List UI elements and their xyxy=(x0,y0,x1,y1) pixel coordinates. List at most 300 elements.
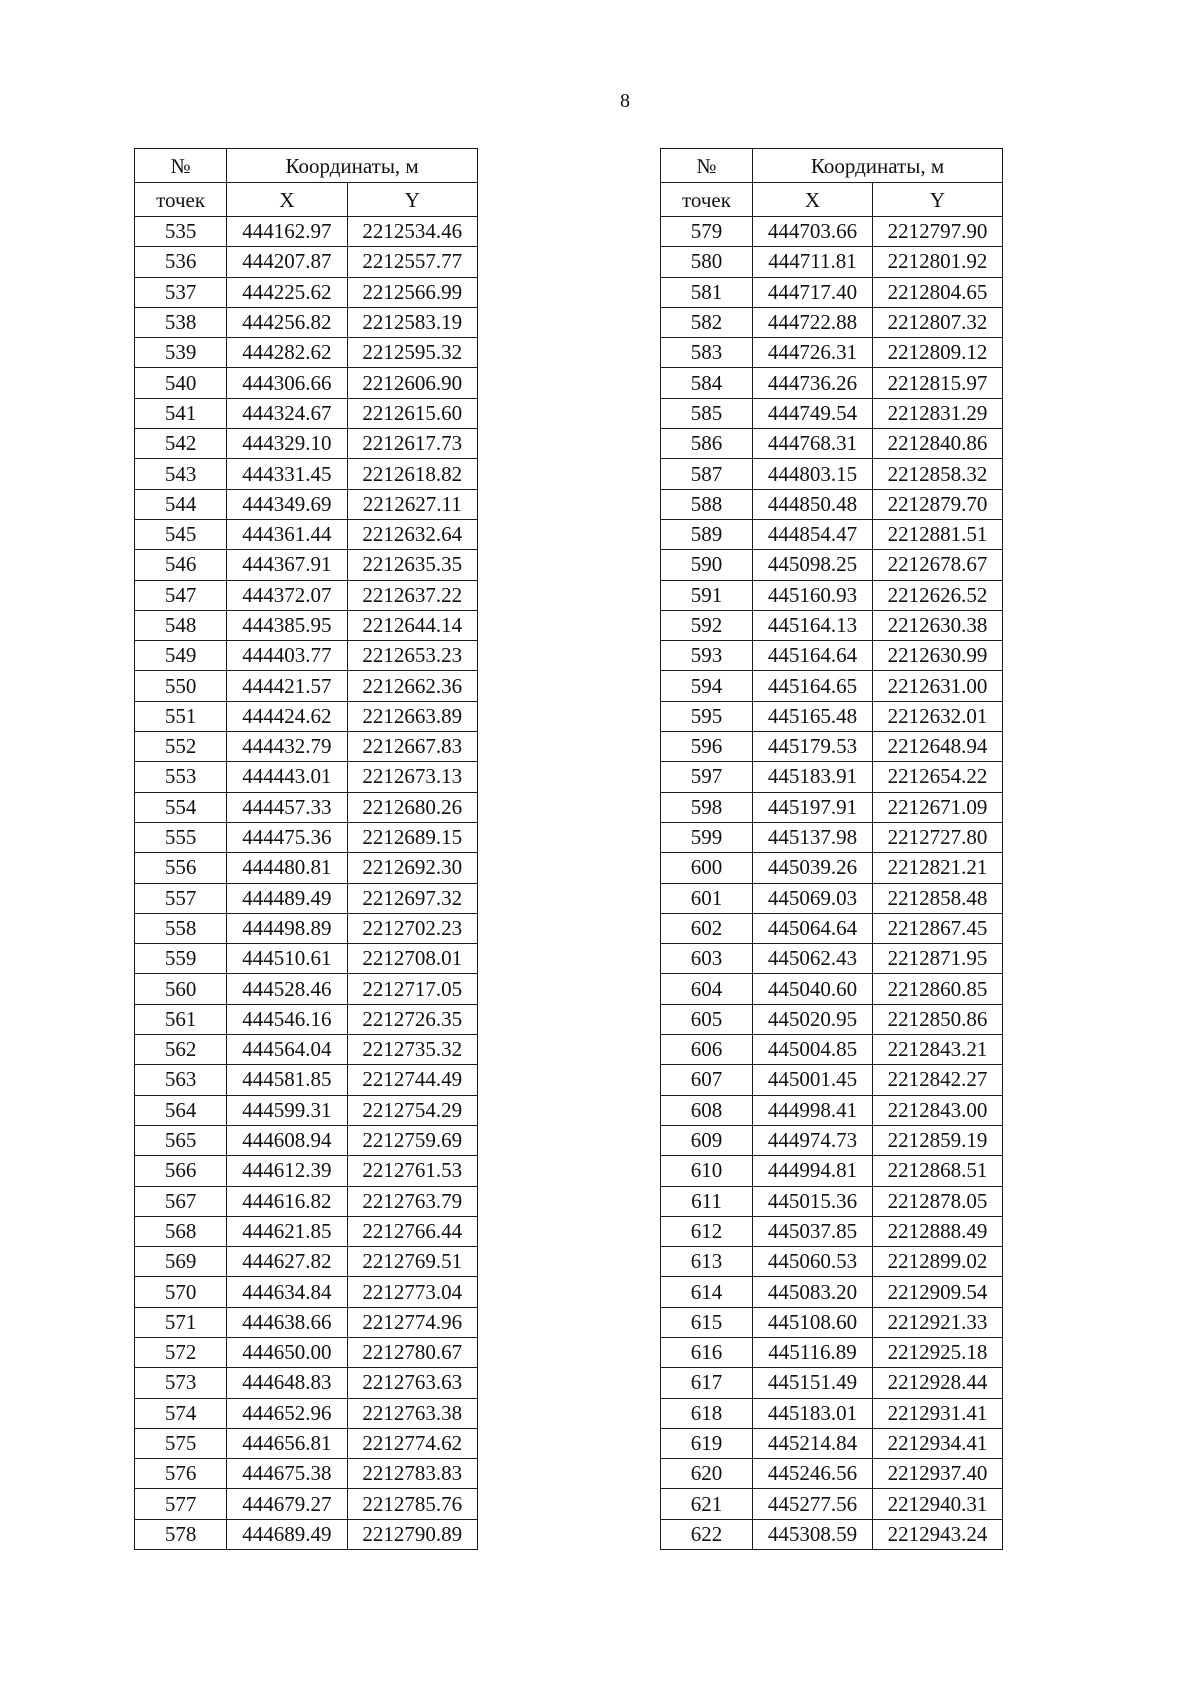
y-coordinate-cell: 2212909.54 xyxy=(873,1277,1003,1307)
point-number-cell: 565 xyxy=(135,1125,227,1155)
x-coordinate-cell: 445164.64 xyxy=(753,641,873,671)
y-coordinate-cell: 2212867.45 xyxy=(873,913,1003,943)
x-coordinate-cell: 444726.31 xyxy=(753,338,873,368)
x-coordinate-cell: 444803.15 xyxy=(753,459,873,489)
x-coordinate-cell: 445020.95 xyxy=(753,1004,873,1034)
point-number-cell: 594 xyxy=(661,671,753,701)
table-row xyxy=(661,1428,1003,1458)
table-row xyxy=(661,580,1003,610)
points-label: точек xyxy=(661,183,753,217)
point-number-cell: 604 xyxy=(661,974,753,1004)
y-coordinate-cell: 2212925.18 xyxy=(873,1337,1003,1367)
point-number-header xyxy=(135,149,227,183)
table-row xyxy=(135,610,478,640)
point-number-cell: 564 xyxy=(135,1095,227,1125)
x-coordinate-cell: 444717.40 xyxy=(753,277,873,307)
table-row xyxy=(135,974,478,1004)
x-coordinate-cell: 444749.54 xyxy=(753,398,873,428)
table-row xyxy=(661,822,1003,852)
y-coordinate-cell: 2212632.64 xyxy=(347,519,477,549)
y-coordinate-cell: 2212671.09 xyxy=(873,792,1003,822)
y-coordinate-cell: 2212899.02 xyxy=(873,1247,1003,1277)
table-row xyxy=(135,550,478,580)
table-row xyxy=(135,1489,478,1519)
table-row xyxy=(661,1186,1003,1216)
point-number-cell: 552 xyxy=(135,732,227,762)
y-coordinate-cell: 2212744.49 xyxy=(347,1065,477,1095)
y-coordinate-cell: 2212637.22 xyxy=(347,580,477,610)
x-coordinate-cell: 444994.81 xyxy=(753,1156,873,1186)
table-row xyxy=(661,641,1003,671)
table-row xyxy=(135,429,478,459)
table-row xyxy=(661,853,1003,883)
y-coordinate-cell: 2212850.86 xyxy=(873,1004,1003,1034)
table-row xyxy=(661,429,1003,459)
y-coordinate-cell: 2212680.26 xyxy=(347,792,477,822)
table-row xyxy=(135,1307,478,1337)
x-coordinate-cell: 445064.64 xyxy=(753,913,873,943)
x-coordinate-cell: 444282.62 xyxy=(227,338,347,368)
point-number-cell: 540 xyxy=(135,368,227,398)
y-coordinate-cell: 2212815.97 xyxy=(873,368,1003,398)
table-row xyxy=(135,1368,478,1398)
point-number-cell: 616 xyxy=(661,1337,753,1367)
point-number-cell: 548 xyxy=(135,610,227,640)
table-row xyxy=(661,307,1003,337)
point-number-cell: 549 xyxy=(135,641,227,671)
table-row xyxy=(661,459,1003,489)
y-coordinate-cell: 2212759.69 xyxy=(347,1125,477,1155)
table-row xyxy=(661,1489,1003,1519)
y-coordinate-cell: 2212860.85 xyxy=(873,974,1003,1004)
y-coordinate-cell: 2212843.21 xyxy=(873,1035,1003,1065)
point-number-cell: 610 xyxy=(661,1156,753,1186)
x-coordinate-cell: 444510.61 xyxy=(227,944,347,974)
y-coordinate-cell: 2212868.51 xyxy=(873,1156,1003,1186)
x-coordinate-cell: 445183.01 xyxy=(753,1398,873,1428)
point-number-cell: 546 xyxy=(135,550,227,580)
x-coordinate-cell: 444656.81 xyxy=(227,1428,347,1458)
point-number-cell: 603 xyxy=(661,944,753,974)
y-coordinate-cell: 2212635.35 xyxy=(347,550,477,580)
point-number-cell: 563 xyxy=(135,1065,227,1095)
y-coordinate-cell: 2212888.49 xyxy=(873,1216,1003,1246)
table-row xyxy=(135,1247,478,1277)
point-number-cell: 608 xyxy=(661,1095,753,1125)
point-number-cell: 592 xyxy=(661,610,753,640)
table-row xyxy=(135,944,478,974)
y-coordinate-cell: 2212858.48 xyxy=(873,883,1003,913)
x-coordinate-cell: 444457.33 xyxy=(227,792,347,822)
table-row xyxy=(135,307,478,337)
point-number-cell: 586 xyxy=(661,429,753,459)
points-label: точек xyxy=(135,183,227,217)
x-coordinate-cell: 444475.36 xyxy=(227,822,347,852)
point-number-cell: 583 xyxy=(661,338,753,368)
x-coordinate-cell: 444581.85 xyxy=(227,1065,347,1095)
point-number-cell: 595 xyxy=(661,701,753,731)
y-coordinate-cell: 2212879.70 xyxy=(873,489,1003,519)
point-number-cell: 570 xyxy=(135,1277,227,1307)
x-coordinate-cell: 445062.43 xyxy=(753,944,873,974)
point-number-cell: 559 xyxy=(135,944,227,974)
x-coordinate-cell: 444998.41 xyxy=(753,1095,873,1125)
point-number-cell: 542 xyxy=(135,429,227,459)
point-number-cell: 597 xyxy=(661,762,753,792)
point-number-cell: 606 xyxy=(661,1035,753,1065)
x-coordinate-cell: 445179.53 xyxy=(753,732,873,762)
y-coordinate-cell: 2212754.29 xyxy=(347,1095,477,1125)
table-row xyxy=(135,1035,478,1065)
y-coordinate-cell: 2212697.32 xyxy=(347,883,477,913)
table-row xyxy=(135,762,478,792)
point-number-cell: 607 xyxy=(661,1065,753,1095)
point-number-cell: 593 xyxy=(661,641,753,671)
y-coordinate-cell: 2212726.35 xyxy=(347,1004,477,1034)
point-number-cell: 620 xyxy=(661,1459,753,1489)
table-row xyxy=(661,217,1003,247)
table-row xyxy=(661,883,1003,913)
y-coordinate-cell: 2212534.46 xyxy=(347,217,477,247)
table-row xyxy=(661,944,1003,974)
y-coordinate-cell: 2212783.83 xyxy=(347,1459,477,1489)
table-row xyxy=(661,519,1003,549)
point-number-cell: 547 xyxy=(135,580,227,610)
point-number-cell: 572 xyxy=(135,1337,227,1367)
y-coordinate-cell: 2212937.40 xyxy=(873,1459,1003,1489)
y-coordinate-cell: 2212774.96 xyxy=(347,1307,477,1337)
y-coordinate-cell: 2212831.29 xyxy=(873,398,1003,428)
table-row xyxy=(135,519,478,549)
x-header: X xyxy=(753,183,873,217)
x-coordinate-cell: 445004.85 xyxy=(753,1035,873,1065)
point-number-cell: 576 xyxy=(135,1459,227,1489)
y-coordinate-cell: 2212763.79 xyxy=(347,1186,477,1216)
x-coordinate-cell: 445164.13 xyxy=(753,610,873,640)
y-coordinate-cell: 2212928.44 xyxy=(873,1368,1003,1398)
point-number-cell: 580 xyxy=(661,247,753,277)
table-row xyxy=(135,732,478,762)
x-coordinate-cell: 444256.82 xyxy=(227,307,347,337)
x-coordinate-cell: 444306.66 xyxy=(227,368,347,398)
point-number-cell: 566 xyxy=(135,1156,227,1186)
table-row xyxy=(661,732,1003,762)
y-coordinate-cell: 2212618.82 xyxy=(347,459,477,489)
point-number-cell: 599 xyxy=(661,822,753,852)
y-coordinate-cell: 2212790.89 xyxy=(347,1519,477,1549)
y-coordinate-cell: 2212761.53 xyxy=(347,1156,477,1186)
x-coordinate-cell: 445069.03 xyxy=(753,883,873,913)
y-coordinate-cell: 2212843.00 xyxy=(873,1095,1003,1125)
point-number-cell: 557 xyxy=(135,883,227,913)
point-number-cell: 555 xyxy=(135,822,227,852)
x-coordinate-cell: 445183.91 xyxy=(753,762,873,792)
point-number-cell: 591 xyxy=(661,580,753,610)
table-row xyxy=(135,883,478,913)
point-number-cell: 539 xyxy=(135,338,227,368)
point-number-header xyxy=(661,149,753,183)
table-row xyxy=(661,338,1003,368)
x-coordinate-cell: 445164.65 xyxy=(753,671,873,701)
y-coordinate-cell: 2212766.44 xyxy=(347,1216,477,1246)
table-row xyxy=(135,338,478,368)
point-number-cell: 537 xyxy=(135,277,227,307)
y-coordinate-cell: 2212595.32 xyxy=(347,338,477,368)
x-coordinate-cell: 445137.98 xyxy=(753,822,873,852)
x-coordinate-cell: 444621.85 xyxy=(227,1216,347,1246)
y-coordinate-cell: 2212615.60 xyxy=(347,398,477,428)
point-number-cell: 536 xyxy=(135,247,227,277)
point-number-cell: 619 xyxy=(661,1428,753,1458)
x-coordinate-cell: 444367.91 xyxy=(227,550,347,580)
x-coordinate-cell: 444608.94 xyxy=(227,1125,347,1155)
point-number-cell: 551 xyxy=(135,701,227,731)
point-number-cell: 553 xyxy=(135,762,227,792)
table-row xyxy=(135,1428,478,1458)
y-coordinate-cell: 2212807.32 xyxy=(873,307,1003,337)
point-number-cell: 609 xyxy=(661,1125,753,1155)
x-coordinate-cell: 444498.89 xyxy=(227,913,347,943)
y-coordinate-cell: 2212801.92 xyxy=(873,247,1003,277)
table-row xyxy=(135,368,478,398)
y-coordinate-cell: 2212663.89 xyxy=(347,701,477,731)
point-number-cell: 605 xyxy=(661,1004,753,1034)
x-coordinate-cell: 444627.82 xyxy=(227,1247,347,1277)
y-coordinate-cell: 2212797.90 xyxy=(873,217,1003,247)
x-coordinate-cell: 444854.47 xyxy=(753,519,873,549)
x-coordinate-cell: 444546.16 xyxy=(227,1004,347,1034)
table-row xyxy=(135,580,478,610)
y-coordinate-cell: 2212630.99 xyxy=(873,641,1003,671)
y-coordinate-cell: 2212921.33 xyxy=(873,1307,1003,1337)
coordinates-header: Координаты, м xyxy=(227,149,478,183)
table-row xyxy=(661,550,1003,580)
x-coordinate-cell: 445160.93 xyxy=(753,580,873,610)
y-coordinate-cell: 2212648.94 xyxy=(873,732,1003,762)
point-number-cell: 577 xyxy=(135,1489,227,1519)
y-coordinate-cell: 2212774.62 xyxy=(347,1428,477,1458)
y-coordinate-cell: 2212940.31 xyxy=(873,1489,1003,1519)
y-coordinate-cell: 2212804.65 xyxy=(873,277,1003,307)
point-number-cell: 621 xyxy=(661,1489,753,1519)
table-row xyxy=(661,1398,1003,1428)
point-number-cell: 614 xyxy=(661,1277,753,1307)
x-coordinate-cell: 444421.57 xyxy=(227,671,347,701)
table-body xyxy=(661,217,1003,1550)
y-header: Y xyxy=(347,183,477,217)
table-row xyxy=(661,913,1003,943)
point-number-cell: 612 xyxy=(661,1216,753,1246)
x-coordinate-cell: 445246.56 xyxy=(753,1459,873,1489)
point-number-cell: 582 xyxy=(661,307,753,337)
x-coordinate-cell: 444711.81 xyxy=(753,247,873,277)
y-coordinate-cell: 2212858.32 xyxy=(873,459,1003,489)
x-coordinate-cell: 444599.31 xyxy=(227,1095,347,1125)
y-coordinate-cell: 2212631.00 xyxy=(873,671,1003,701)
x-coordinate-cell: 445039.26 xyxy=(753,853,873,883)
y-coordinate-cell: 2212673.13 xyxy=(347,762,477,792)
table-row xyxy=(135,1337,478,1367)
x-coordinate-cell: 444385.95 xyxy=(227,610,347,640)
x-coordinate-cell: 445040.60 xyxy=(753,974,873,1004)
y-coordinate-cell: 2212653.23 xyxy=(347,641,477,671)
x-coordinate-cell: 444528.46 xyxy=(227,974,347,1004)
coordinates-table-right xyxy=(660,148,1003,1550)
y-coordinate-cell: 2212821.21 xyxy=(873,853,1003,883)
y-coordinate-cell: 2212735.32 xyxy=(347,1035,477,1065)
x-coordinate-cell: 444634.84 xyxy=(227,1277,347,1307)
y-coordinate-cell: 2212773.04 xyxy=(347,1277,477,1307)
y-coordinate-cell: 2212678.67 xyxy=(873,550,1003,580)
y-coordinate-cell: 2212632.01 xyxy=(873,701,1003,731)
point-number-cell: 600 xyxy=(661,853,753,883)
x-coordinate-cell: 444689.49 xyxy=(227,1519,347,1549)
point-number-cell: 578 xyxy=(135,1519,227,1549)
point-number-cell: 611 xyxy=(661,1186,753,1216)
y-coordinate-cell: 2212583.19 xyxy=(347,307,477,337)
y-coordinate-cell: 2212627.11 xyxy=(347,489,477,519)
number-sign: № xyxy=(170,153,191,178)
y-coordinate-cell: 2212717.05 xyxy=(347,974,477,1004)
table-row xyxy=(661,1004,1003,1034)
x-coordinate-cell: 445165.48 xyxy=(753,701,873,731)
point-number-cell: 601 xyxy=(661,883,753,913)
y-coordinate-cell: 2212785.76 xyxy=(347,1489,477,1519)
y-header: Y xyxy=(873,183,1003,217)
x-coordinate-cell: 445214.84 xyxy=(753,1428,873,1458)
y-coordinate-cell: 2212763.38 xyxy=(347,1398,477,1428)
y-coordinate-cell: 2212840.86 xyxy=(873,429,1003,459)
table-row xyxy=(135,1156,478,1186)
y-coordinate-cell: 2212780.67 xyxy=(347,1337,477,1367)
y-coordinate-cell: 2212702.23 xyxy=(347,913,477,943)
x-coordinate-cell: 445197.91 xyxy=(753,792,873,822)
x-coordinate-cell: 444722.88 xyxy=(753,307,873,337)
table-row xyxy=(661,1337,1003,1367)
table-row xyxy=(661,1156,1003,1186)
y-coordinate-cell: 2212943.24 xyxy=(873,1519,1003,1549)
point-number-cell: 584 xyxy=(661,368,753,398)
x-coordinate-cell: 445308.59 xyxy=(753,1519,873,1549)
table-row xyxy=(135,398,478,428)
table-row xyxy=(661,1125,1003,1155)
table-row xyxy=(135,701,478,731)
point-number-cell: 581 xyxy=(661,277,753,307)
table-row xyxy=(135,913,478,943)
y-coordinate-cell: 2212662.36 xyxy=(347,671,477,701)
table-row xyxy=(135,489,478,519)
point-number-cell: 562 xyxy=(135,1035,227,1065)
table-row xyxy=(135,277,478,307)
x-coordinate-cell: 444331.45 xyxy=(227,459,347,489)
x-coordinate-cell: 445037.85 xyxy=(753,1216,873,1246)
table-row xyxy=(661,1307,1003,1337)
point-number-cell: 567 xyxy=(135,1186,227,1216)
table-row xyxy=(661,1065,1003,1095)
point-number-cell: 560 xyxy=(135,974,227,1004)
y-coordinate-cell: 2212878.05 xyxy=(873,1186,1003,1216)
point-number-cell: 544 xyxy=(135,489,227,519)
y-coordinate-cell: 2212557.77 xyxy=(347,247,477,277)
y-coordinate-cell: 2212763.63 xyxy=(347,1368,477,1398)
point-number-cell: 613 xyxy=(661,1247,753,1277)
table-row xyxy=(135,671,478,701)
number-sign: № xyxy=(696,153,717,178)
table-row xyxy=(135,1519,478,1549)
point-number-cell: 585 xyxy=(661,398,753,428)
point-number-cell: 556 xyxy=(135,853,227,883)
x-coordinate-cell: 444616.82 xyxy=(227,1186,347,1216)
table-row xyxy=(661,1035,1003,1065)
y-coordinate-cell: 2212626.52 xyxy=(873,580,1003,610)
table-row xyxy=(661,247,1003,277)
table-row xyxy=(135,1277,478,1307)
table-row xyxy=(661,1519,1003,1549)
point-number-cell: 541 xyxy=(135,398,227,428)
point-number-cell: 535 xyxy=(135,217,227,247)
table-row xyxy=(135,641,478,671)
point-number-cell: 602 xyxy=(661,913,753,943)
x-header: X xyxy=(227,183,347,217)
table-row xyxy=(661,277,1003,307)
x-coordinate-cell: 444850.48 xyxy=(753,489,873,519)
table-row xyxy=(135,247,478,277)
table-body xyxy=(135,217,478,1550)
x-coordinate-cell: 445001.45 xyxy=(753,1065,873,1095)
x-coordinate-cell: 444974.73 xyxy=(753,1125,873,1155)
x-coordinate-cell: 444207.87 xyxy=(227,247,347,277)
x-coordinate-cell: 444403.77 xyxy=(227,641,347,671)
table-row xyxy=(661,398,1003,428)
table-row xyxy=(661,1277,1003,1307)
table-row xyxy=(135,792,478,822)
table-row xyxy=(135,459,478,489)
table-row xyxy=(135,1004,478,1034)
table-row xyxy=(661,1095,1003,1125)
y-coordinate-cell: 2212708.01 xyxy=(347,944,477,974)
x-coordinate-cell: 444638.66 xyxy=(227,1307,347,1337)
x-coordinate-cell: 444675.38 xyxy=(227,1459,347,1489)
y-coordinate-cell: 2212667.83 xyxy=(347,732,477,762)
x-coordinate-cell: 444361.44 xyxy=(227,519,347,549)
x-coordinate-cell: 444736.26 xyxy=(753,368,873,398)
y-coordinate-cell: 2212871.95 xyxy=(873,944,1003,974)
x-coordinate-cell: 444443.01 xyxy=(227,762,347,792)
y-coordinate-cell: 2212566.99 xyxy=(347,277,477,307)
y-coordinate-cell: 2212692.30 xyxy=(347,853,477,883)
x-coordinate-cell: 444372.07 xyxy=(227,580,347,610)
table-row xyxy=(135,1459,478,1489)
x-coordinate-cell: 445108.60 xyxy=(753,1307,873,1337)
table-row xyxy=(661,1216,1003,1246)
table-row xyxy=(135,1186,478,1216)
x-coordinate-cell: 444225.62 xyxy=(227,277,347,307)
point-number-cell: 545 xyxy=(135,519,227,549)
point-number-cell: 615 xyxy=(661,1307,753,1337)
x-coordinate-cell: 444564.04 xyxy=(227,1035,347,1065)
x-coordinate-cell: 444480.81 xyxy=(227,853,347,883)
point-number-cell: 571 xyxy=(135,1307,227,1337)
y-coordinate-cell: 2212644.14 xyxy=(347,610,477,640)
table-row xyxy=(135,1398,478,1428)
table-row xyxy=(135,1125,478,1155)
table-row xyxy=(661,368,1003,398)
x-coordinate-cell: 444424.62 xyxy=(227,701,347,731)
x-coordinate-cell: 445116.89 xyxy=(753,1337,873,1367)
x-coordinate-cell: 445060.53 xyxy=(753,1247,873,1277)
x-coordinate-cell: 444679.27 xyxy=(227,1489,347,1519)
point-number-cell: 543 xyxy=(135,459,227,489)
